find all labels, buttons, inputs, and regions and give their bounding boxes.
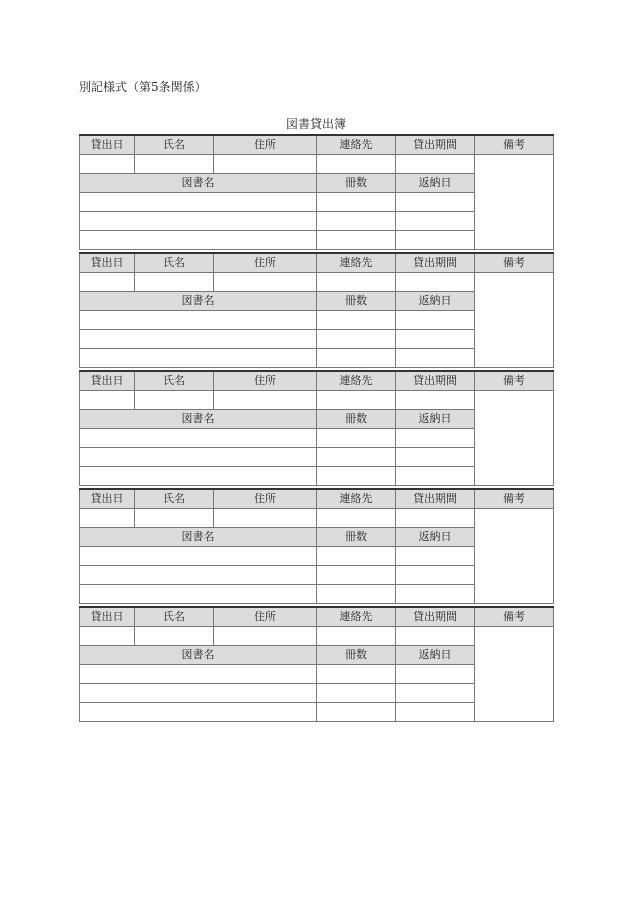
address-cell[interactable] — [214, 155, 317, 174]
return-date-cell[interactable] — [396, 429, 475, 448]
header-date-lent: 貸出日 — [80, 489, 135, 509]
name-cell[interactable] — [135, 155, 214, 174]
return-date-cell[interactable] — [396, 703, 475, 722]
book-title-cell[interactable] — [80, 585, 317, 604]
address-cell[interactable] — [214, 391, 317, 410]
volumes-cell[interactable] — [317, 585, 396, 604]
date-lent-cell[interactable] — [80, 391, 135, 410]
return-date-cell[interactable] — [396, 349, 475, 368]
header-address: 住所 — [214, 489, 317, 509]
book-title-cell[interactable] — [80, 429, 317, 448]
return-date-cell[interactable] — [396, 212, 475, 231]
header-loan-period: 貸出期間 — [396, 253, 475, 273]
page-title: 図書貸出簿 — [285, 117, 346, 131]
header-contact: 連絡先 — [317, 489, 396, 509]
volumes-cell[interactable] — [317, 212, 396, 231]
header-address: 住所 — [214, 253, 317, 273]
loan-record-block — [79, 488, 553, 604]
contact-cell[interactable] — [317, 509, 396, 528]
header-name: 氏名 — [135, 607, 214, 627]
header-return-date: 返納日 — [396, 410, 475, 429]
header-name: 氏名 — [135, 489, 214, 509]
loan-period-cell[interactable] — [396, 155, 475, 174]
return-date-cell[interactable] — [396, 585, 475, 604]
address-cell[interactable] — [214, 509, 317, 528]
header-volumes: 冊数 — [317, 174, 396, 193]
header-book-title: 図書名 — [80, 528, 317, 547]
header-contact: 連絡先 — [317, 371, 396, 391]
date-lent-cell[interactable] — [80, 155, 135, 174]
header-book-title: 図書名 — [80, 174, 317, 193]
header-loan-period: 貸出期間 — [396, 489, 475, 509]
book-title-cell[interactable] — [80, 684, 317, 703]
loan-record-block — [79, 370, 553, 486]
loan-period-cell[interactable] — [396, 627, 475, 646]
book-title-cell[interactable] — [80, 231, 317, 250]
loan-period-cell[interactable] — [396, 273, 475, 292]
name-cell[interactable] — [135, 509, 214, 528]
name-cell[interactable] — [135, 627, 214, 646]
header-return-date: 返納日 — [396, 528, 475, 547]
remarks-cell[interactable] — [475, 155, 554, 250]
date-lent-cell[interactable] — [80, 627, 135, 646]
header-date-lent: 貸出日 — [80, 607, 135, 627]
header-return-date: 返納日 — [396, 174, 475, 193]
remarks-cell[interactable] — [475, 391, 554, 486]
volumes-cell[interactable] — [317, 330, 396, 349]
remarks-cell[interactable] — [475, 509, 554, 604]
loan-record-block — [79, 134, 553, 250]
header-book-title: 図書名 — [80, 292, 317, 311]
header-name: 氏名 — [135, 253, 214, 273]
loan-period-cell[interactable] — [396, 391, 475, 410]
return-date-cell[interactable] — [396, 311, 475, 330]
header-loan-period: 貸出期間 — [396, 607, 475, 627]
loan-period-cell[interactable] — [396, 509, 475, 528]
header-name: 氏名 — [135, 135, 214, 155]
return-date-cell[interactable] — [396, 231, 475, 250]
volumes-cell[interactable] — [317, 566, 396, 585]
header-address: 住所 — [214, 371, 317, 391]
remarks-cell[interactable] — [475, 627, 554, 722]
header-loan-period: 貸出期間 — [396, 135, 475, 155]
book-title-cell[interactable] — [80, 212, 317, 231]
return-date-cell[interactable] — [396, 684, 475, 703]
return-date-cell[interactable] — [396, 193, 475, 212]
date-lent-cell[interactable] — [80, 273, 135, 292]
header-date-lent: 貸出日 — [80, 371, 135, 391]
date-lent-cell[interactable] — [80, 509, 135, 528]
volumes-cell[interactable] — [317, 429, 396, 448]
return-date-cell[interactable] — [396, 467, 475, 486]
header-date-lent: 貸出日 — [80, 253, 135, 273]
contact-cell[interactable] — [317, 391, 396, 410]
header-name: 氏名 — [135, 371, 214, 391]
loan-record-block — [79, 252, 553, 368]
header-book-title: 図書名 — [80, 410, 317, 429]
contact-cell[interactable] — [317, 155, 396, 174]
book-title-cell[interactable] — [80, 193, 317, 212]
header-book-title: 図書名 — [80, 646, 317, 665]
header-contact: 連絡先 — [317, 253, 396, 273]
book-title-cell[interactable] — [80, 448, 317, 467]
header-volumes: 冊数 — [317, 292, 396, 311]
book-title-cell[interactable] — [80, 665, 317, 684]
return-date-cell[interactable] — [396, 547, 475, 566]
header-volumes: 冊数 — [317, 410, 396, 429]
book-title-cell[interactable] — [80, 566, 317, 585]
name-cell[interactable] — [135, 273, 214, 292]
header-remarks: 備考 — [475, 607, 554, 627]
address-cell[interactable] — [214, 273, 317, 292]
book-title-cell[interactable] — [80, 547, 317, 566]
header-loan-period: 貸出期間 — [396, 371, 475, 391]
contact-cell[interactable] — [317, 627, 396, 646]
return-date-cell[interactable] — [396, 566, 475, 585]
header-contact: 連絡先 — [317, 135, 396, 155]
address-cell[interactable] — [214, 627, 317, 646]
header-address: 住所 — [214, 135, 317, 155]
volumes-cell[interactable] — [317, 311, 396, 330]
book-title-cell[interactable] — [80, 703, 317, 722]
header-remarks: 備考 — [475, 489, 554, 509]
volumes-cell[interactable] — [317, 665, 396, 684]
header-volumes: 冊数 — [317, 646, 396, 665]
volumes-cell[interactable] — [317, 231, 396, 250]
header-date-lent: 貸出日 — [80, 135, 135, 155]
book-title-cell[interactable] — [80, 311, 317, 330]
form-reference-note: 別記様式（第5条関係） — [79, 80, 207, 94]
volumes-cell[interactable] — [317, 684, 396, 703]
header-remarks: 備考 — [475, 253, 554, 273]
volumes-cell[interactable] — [317, 448, 396, 467]
loan-record-block — [79, 606, 553, 722]
book-title-cell[interactable] — [80, 330, 317, 349]
book-title-cell[interactable] — [80, 467, 317, 486]
header-volumes: 冊数 — [317, 528, 396, 547]
name-cell[interactable] — [135, 391, 214, 410]
contact-cell[interactable] — [317, 273, 396, 292]
header-return-date: 返納日 — [396, 646, 475, 665]
volumes-cell[interactable] — [317, 703, 396, 722]
header-remarks: 備考 — [475, 135, 554, 155]
volumes-cell[interactable] — [317, 349, 396, 368]
remarks-cell[interactable] — [475, 273, 554, 368]
return-date-cell[interactable] — [396, 665, 475, 684]
volumes-cell[interactable] — [317, 547, 396, 566]
header-contact: 連絡先 — [317, 607, 396, 627]
volumes-cell[interactable] — [317, 193, 396, 212]
header-address: 住所 — [214, 607, 317, 627]
header-return-date: 返納日 — [396, 292, 475, 311]
return-date-cell[interactable] — [396, 448, 475, 467]
volumes-cell[interactable] — [317, 467, 396, 486]
header-remarks: 備考 — [475, 371, 554, 391]
book-title-cell[interactable] — [80, 349, 317, 368]
return-date-cell[interactable] — [396, 330, 475, 349]
